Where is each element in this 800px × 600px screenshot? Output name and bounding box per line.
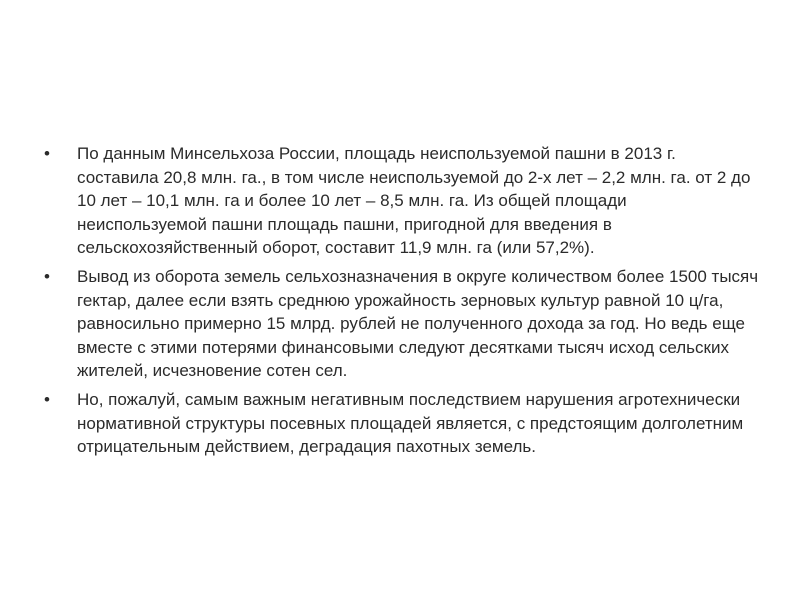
bullet-text: По данным Минсельхоза России, площадь неиспользуемой пашни в 2013 г. составила 20,8 млн. га., в том числе неиспользуемой до 2-х лет – 2,2 млн. га. от 2 до 10 лет – 10,1 млн. га и более 10 лет – 8,5 млн. га. Из общей площади неиспользуемой пашни площадь пашни, пригодной для введения в сельскохозяйственный оборот, составит 11,9 млн. га (или 57,2%). [77, 144, 751, 258]
bullet-list [44, 142, 760, 464]
bullet-item-arable-land-statistics [44, 142, 760, 260]
bullet-icon: • [44, 144, 50, 163]
bullet-item-income-loss [44, 265, 760, 383]
bullet-icon: • [44, 389, 50, 409]
bullet-text: Но, пожалуй, самым важным негативным последствием нарушения агротехнически нормативной структуры посевных площадей является, с предстоящим долголетним отрицательным действием, деградация пахотных земель. [77, 389, 744, 457]
bullet-text: Вывод из оборота земель сельхозназначения в округе количеством более 1500 тысяч гектар, далее если взять среднюю урожайность зерновых культур равной 10 ц/га, равносильно примерно 15 млрд. рублей не полученного дохода за год. Но ведь еще вместе с этими потерями финансовыми следуют десятками тысяч исход сельских жителей, исчезновение сотен сел. [77, 266, 759, 381]
bullet-item-land-degradation [44, 388, 760, 459]
bullet-icon: • [44, 266, 50, 286]
